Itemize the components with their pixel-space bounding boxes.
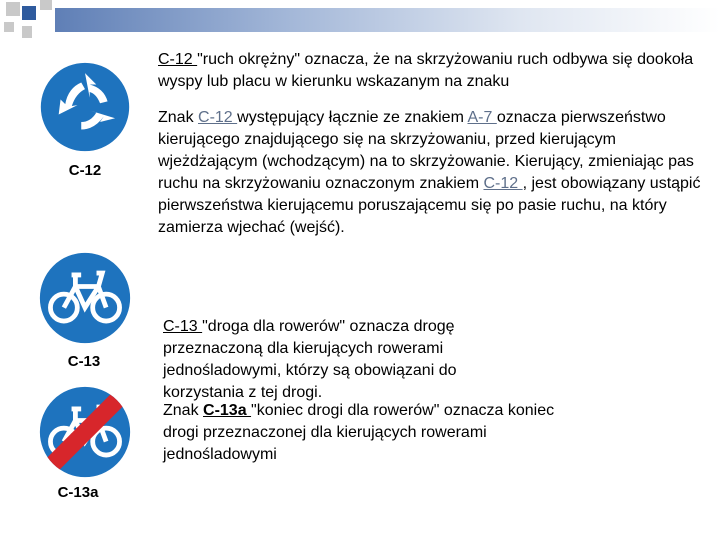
paragraph-text: Znak bbox=[158, 109, 199, 126]
paragraph-c12-definition bbox=[158, 49, 698, 93]
paragraph-text: "koniec drogi dla rowerów" oznacza koniec drogi przeznaczonej dla kierujących rowerami jednośladowymi bbox=[163, 402, 555, 463]
header-gradient-bar bbox=[55, 8, 720, 32]
paragraph-text: występujący łącznie ze znakiem bbox=[237, 109, 468, 126]
link-c13[interactable]: C-13 bbox=[163, 318, 203, 335]
decor-square bbox=[22, 26, 32, 38]
paragraph-text: "ruch okrężny" oznacza, że na skrzyżowaniu ruch odbywa się dookoła wyspy lub placu w kierunku wskazanym na znaku bbox=[158, 51, 694, 90]
sign-label-c13a: C-13a bbox=[57, 484, 99, 501]
link-c12[interactable]: C-12 bbox=[198, 109, 238, 126]
paragraph-text: "droga dla rowerów" oznacza drogę przeznaczoną dla kierujących rowerami jednośladowymi, którzy są obowiązani do korzystania z tej drogi. bbox=[163, 318, 457, 401]
link-a7[interactable]: A-7 bbox=[467, 109, 497, 126]
link-c12[interactable]: C-12 bbox=[158, 51, 198, 68]
paragraph-c12-priority bbox=[158, 107, 703, 239]
paragraph-c13a-definition bbox=[163, 400, 563, 466]
sign-label-c12: C-12 bbox=[68, 162, 102, 179]
paragraph-text: , jest obowiązany ustąpić pierwszeństwa kierującemu poruszającemu się po pasie ruchu, na który zamierza wjechać (wejść). bbox=[158, 175, 701, 236]
sign-label-c13: C-13 bbox=[67, 353, 101, 370]
link-c13a[interactable]: C-13a bbox=[203, 402, 252, 419]
decor-square bbox=[40, 0, 52, 10]
sign-c13 bbox=[37, 250, 133, 346]
decor-square bbox=[4, 22, 14, 32]
link-c12[interactable]: C-12 bbox=[483, 175, 523, 192]
sign-c13a bbox=[37, 384, 133, 480]
paragraph-text: oznacza pierwszeństwo kierującego znajdującego się na skrzyżowaniu, przed kierującym wjeżdżającym (wchodzącym) na to skrzyżowanie. Kierujący, zmieniając pas ruchu na skrzyżowaniu oznaczonym znakiem bbox=[158, 109, 694, 192]
bicycle-path-sign-icon bbox=[37, 250, 133, 346]
paragraph-text: Znak bbox=[163, 402, 204, 419]
decor-square bbox=[22, 6, 36, 20]
end-bicycle-path-sign-icon bbox=[37, 384, 133, 480]
roundabout-sign-icon bbox=[38, 60, 132, 154]
sign-c12 bbox=[38, 60, 132, 154]
paragraph-c13-definition bbox=[163, 316, 513, 404]
decor-square bbox=[6, 2, 20, 16]
